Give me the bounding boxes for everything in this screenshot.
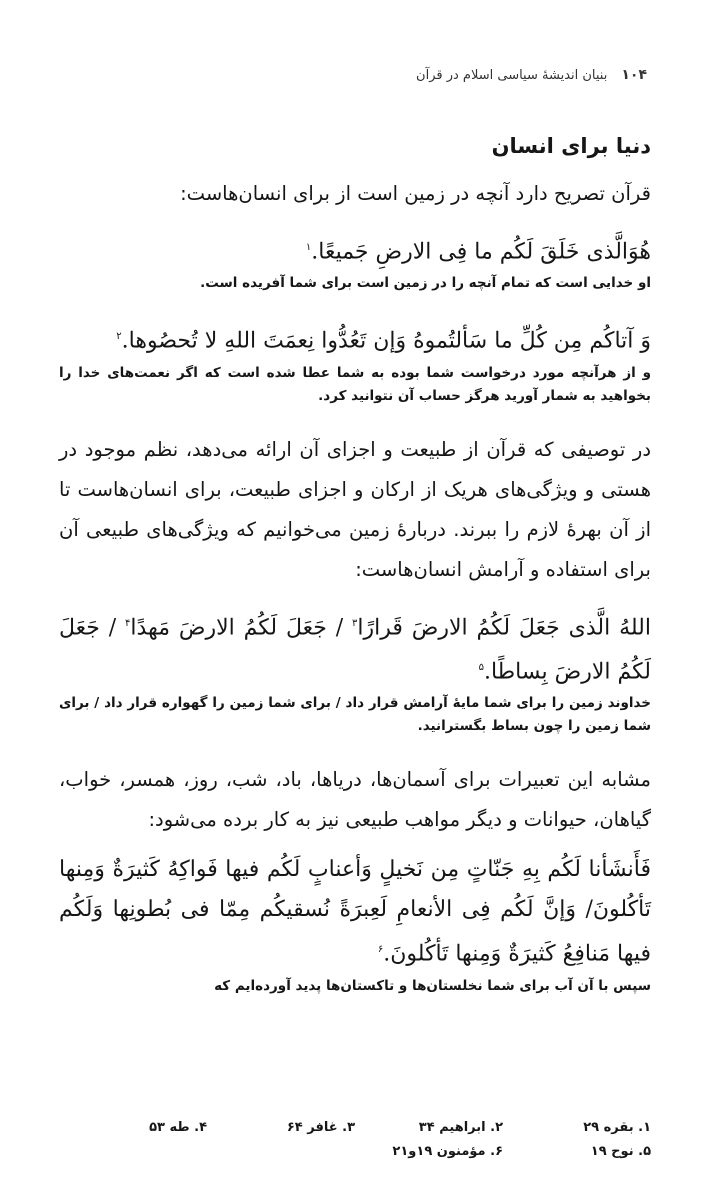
verse-1-translation: او خدایی است که تمام آنچه را در زمین است برای شما آفریده است.	[200, 275, 651, 292]
verse-1-text: هُوَالَّذی خَلَقَ لَکُم ما فِی الارضِ جَمیعًا.	[311, 239, 651, 265]
verse-1-ref: ۱	[305, 242, 312, 253]
verse-2-text: وَ آتاکُم مِن کُلِّ ما سَألتُموهُ وَإن تَعُدُّوا نِعمَتَ اللهِ لا تُحصُوها.	[121, 328, 651, 354]
verse-3-translation: خداوند زمین را برای شما مایهٔ آرامش قرار داد / برای شما زمین را گهواره قرار داد / برای شما زمین را چون بساط بگسترانید.	[59, 695, 651, 735]
verse-3-part-3: / جَعَلَ لَکُمُ الارضَ بِساطًا.	[59, 614, 651, 685]
footnote-row-1	[59, 1116, 651, 1140]
footnote-row-2	[59, 1140, 651, 1164]
verse-2-translation: و از هرآنچه مورد درخواست شما بوده به شما عطا شده است که اگر نعمت‌های خدا را بخواهید به شمار آورید هرگز حساب آن نتوانید کرد.	[59, 364, 651, 404]
book-title: بنیان اندیشهٔ سیاسی اسلام در قرآن	[416, 67, 608, 83]
intro-paragraph: قرآن تصریح دارد آنچه در زمین است از برای انسان‌هاست:	[180, 182, 651, 205]
verse-1	[59, 228, 651, 272]
paragraph-2: در توصیفی که قرآن از طبیعت و اجزای آن ارائه می‌دهد، نظم موجود در هستی و ویژگی‌های هریک از ارکان و اجزای طبیعت، برای انسان‌هاست تا از آن بهرهٔ لازم را ببرند. دربارهٔ زمین می‌خوانیم که ویژگی‌های طبیعی آن برای استفاده و آرامش انسان‌هاست:	[59, 437, 651, 581]
verse-4-ref: ۶	[377, 944, 384, 956]
paragraph-3: مشابه این تعبیرات برای آسمان‌ها، دریاها، باد، شب، روز، همسر، خواب، گیاهان، حیوانات و دیگر مواهب طبیعی نیز به کار برده می‌شود:	[59, 768, 651, 832]
verse-3-ref-1: ۳	[352, 617, 358, 629]
footnote-5: ۵. نوح ۱۹	[590, 1144, 651, 1159]
verse-3-ref-3: ۵	[478, 661, 484, 673]
verse-4	[59, 850, 651, 974]
verse-3-part-1: اللهُ الَّذی جَعَلَ لَکُمُ الارضَ قَرارًا	[357, 614, 651, 640]
verse-3	[59, 604, 651, 693]
verse-4-text: فَأَنشَأنا لَکُم بِهِ جَنّاتٍ مِن نَخیلٍ وَأعنابٍ لَکُم فیها فَواکِهُ کَثیرَةٌ وَمِنها تَأکُلونَ/ وَإنَّ لَکُم فِی الأنعامِ لَعِبرَةً نُسقیکُم مِمّا فی بُطونِها وَلَکُم فیها مَنافِعُ کَثیرَةٌ وَمِنها تَأکُلونَ.	[59, 857, 651, 967]
verse-4-translation: سپس با آن آب برای شما نخلستان‌ها و تاکستان‌ها پدید آورده‌ایم که	[214, 977, 651, 994]
verse-2	[59, 317, 651, 361]
running-header	[40, 60, 647, 90]
page-number: ۱۰۴	[621, 67, 647, 83]
footnote-2: ۲. ابراهیم ۳۴	[418, 1120, 503, 1135]
verse-3-part-2: / جَعَلَ لَکُمُ الارضَ مَهدًا	[130, 614, 344, 640]
footnote-3: ۳. غافر ۶۴	[286, 1120, 355, 1135]
footnotes	[59, 1116, 651, 1164]
footnote-1: ۱. بقره ۲۹	[583, 1120, 651, 1135]
main-content	[59, 128, 651, 1020]
footnote-6: ۶. مؤمنون ۱۹و۲۱	[392, 1144, 503, 1159]
section-title: دنیا برای انسان	[491, 134, 651, 158]
verse-2-ref: ۲	[116, 331, 122, 343]
footnote-4: ۴. طه ۵۳	[149, 1120, 207, 1135]
verse-3-ref-2: ۴	[125, 617, 131, 629]
